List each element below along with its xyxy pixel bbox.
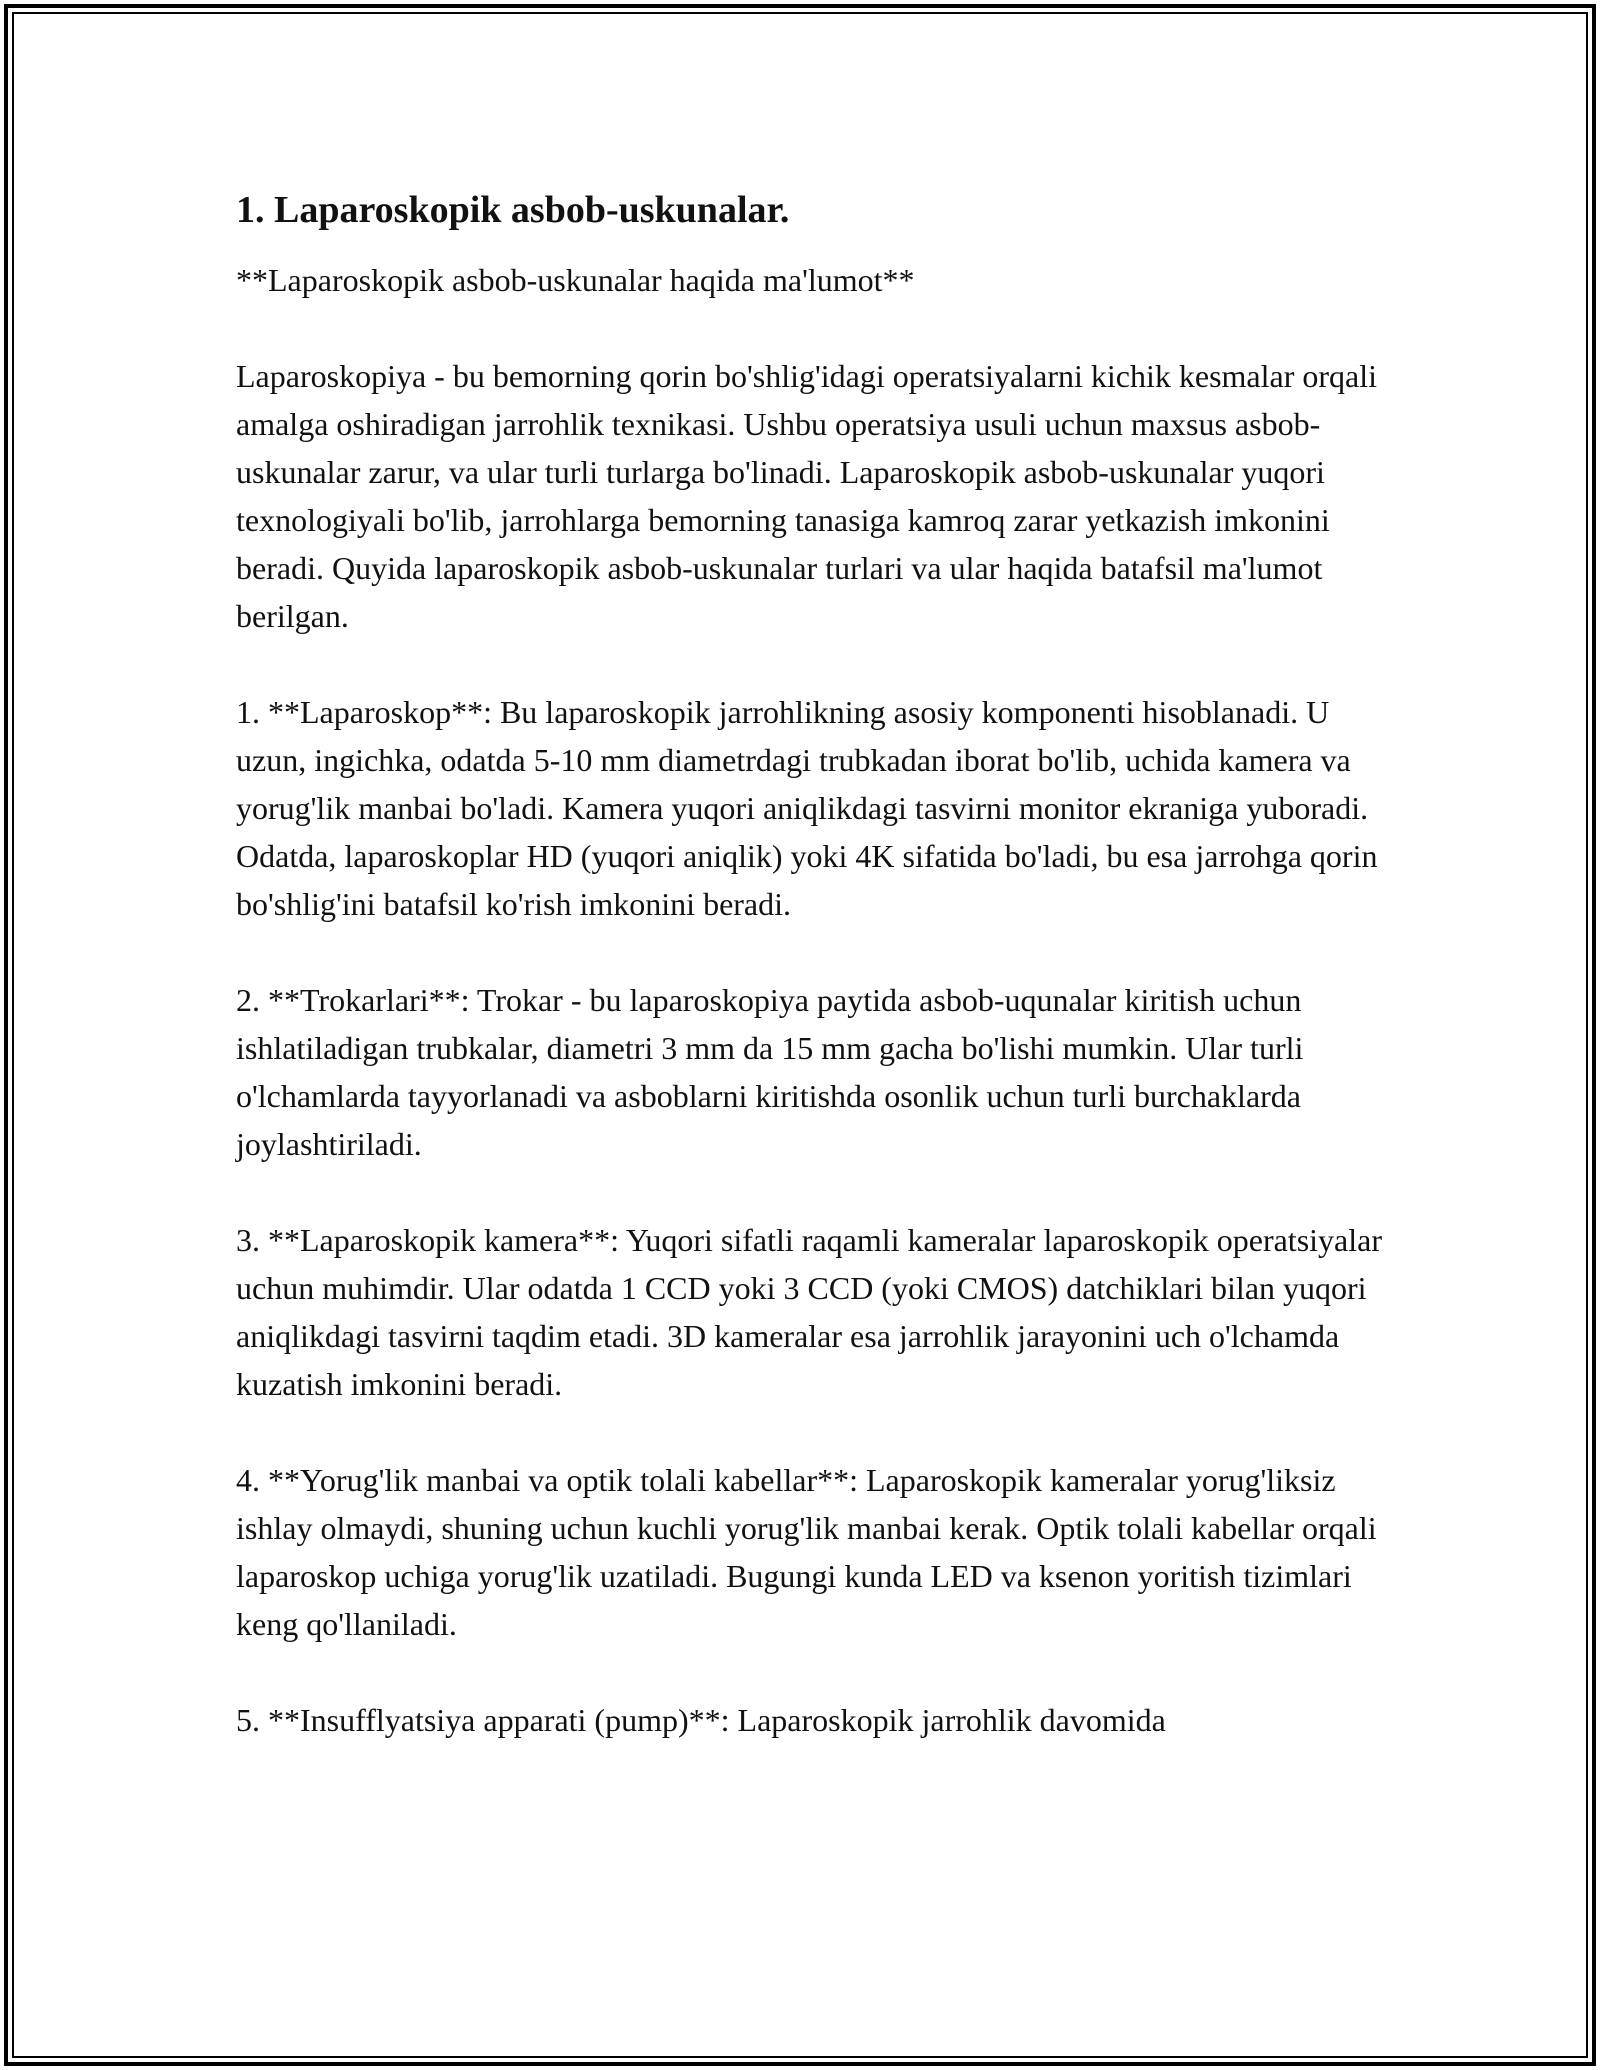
list-item-laparoskop: 1. **Laparoskop**: Bu laparoskopik jarrohlikning asosiy komponenti hisoblanadi. U uzun, ingichka, odatda 5-10 mm diametrdagi trubkadan iborat bo'lib, uchida kamera va yorug'lik manbai bo'ladi. Kamera yuqori aniqlikdagi tasvirni monitor ekraniga yuboradi. Odatda, laparoskoplar HD (yuqori aniqlik) yoki 4K sifatida bo'ladi, bu esa jarrohga qorin bo'shlig'ini batafsil ko'rish imkonini beradi. [236,694,1378,922]
list-item-kamera: 3. **Laparoskopik kamera**: Yuqori sifatli raqamli kameralar laparoskopik operatsiyalar uchun muhimdir. Ular odatda 1 CCD yoki 3 CCD (yoki CMOS) datchiklari bilan yuqori aniqlikdagi tasvirni taqdim etadi. 3D kameralar esa jarrohlik jarayonini uch o'lchamda kuzatish imkonini beradi. [236,1222,1382,1402]
list-item-insufflyatsiya: 5. **Insufflyatsiya apparati (pump)**: Laparoskopik jarrohlik davomida [236,1702,1166,1738]
section-heading: 1. Laparoskopik asbob-uskunalar. [236,189,790,231]
list-item-trokarlari: 2. **Trokarlari**: Trokar - bu laparoskopiya paytida asbob-uqunalar kiritish uchun ishlatiladigan trubkalar, diametri 3 mm da 15 mm gacha bo'lishi mumkin. Ular turli o'lchamlarda tayyorlanadi va asboblarni kiritishda osonlik uchun turli burchaklarda joylashtiriladi. [236,982,1304,1162]
document-body [236,186,1386,1744]
list-item-yoruglik-manbai: 4. **Yorug'lik manbai va optik tolali kabellar**: Laparoskopik kameralar yorug'liksiz ishlay olmaydi, shuning uchun kuchli yorug'lik manbai kerak. Optik tolali kabellar orqali laparoskop uchiga yorug'lik uzatiladi. Bugungi kunda LED va ksenon yoritish tizimlari keng qo'llaniladi. [236,1462,1377,1642]
document-subtitle: **Laparoskopik asbob-uskunalar haqida ma'lumot** [236,262,915,298]
intro-paragraph: Laparoskopiya - bu bemorning qorin bo'shlig'idagi operatsiyalarni kichik kesmalar orqali amalga oshiradigan jarrohlik texnikasi. Ushbu operatsiya usuli uchun maxsus asbob-uskunalar zarur, va ular turli turlarga bo'linadi. Laparoskopik asbob-uskunalar yuqori texnologiyali bo'lib, jarrohlarga bemorning tanasiga kamroq zarar yetkazish imkonini beradi. Quyida laparoskopik asbob-uskunalar turlari va ular haqida batafsil ma'lumot berilgan. [236,358,1378,634]
